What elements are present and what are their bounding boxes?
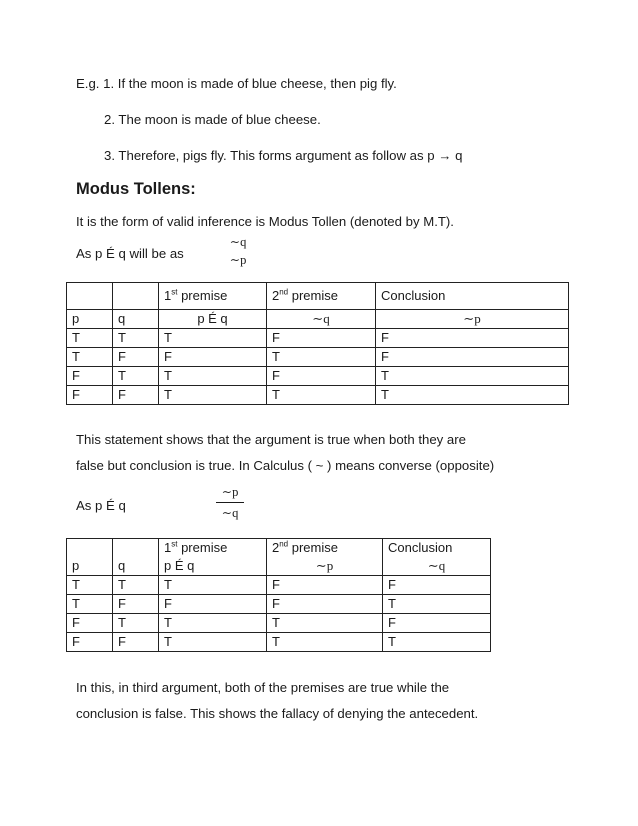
as-label-1: As p É q will be as <box>76 246 184 261</box>
conclusion-line-1: In this, in third argument, both of the premises are true while the <box>76 680 450 695</box>
table-cell: T <box>159 576 267 595</box>
table-cell: p É q <box>159 310 267 329</box>
fraction-2 <box>216 484 244 521</box>
table-cell: F <box>113 386 159 405</box>
table-cell: F <box>159 348 267 367</box>
table-cell: F <box>67 386 113 405</box>
table-row <box>67 367 569 386</box>
table-cell: F <box>383 576 491 595</box>
table-cell: F <box>376 348 569 367</box>
table-cell: T <box>383 595 491 614</box>
table-row <box>67 633 491 652</box>
fraction-2-denominator: ∼q <box>221 506 239 520</box>
table-cell: p <box>67 557 113 576</box>
table-cell: T <box>267 633 383 652</box>
table-row <box>67 614 491 633</box>
example-line-3: 3. Therefore, pigs fly. This forms argument as follow as p → q <box>104 148 463 163</box>
table-1-symbol-row <box>67 310 569 329</box>
intro-text: It is the form of valid inference is Modus Tollen (denoted by M.T). <box>76 214 454 229</box>
table-cell: F <box>113 633 159 652</box>
table-2-header-row <box>67 539 491 558</box>
table-cell: T <box>376 367 569 386</box>
table-cell: T <box>67 329 113 348</box>
table-row <box>67 386 569 405</box>
table-1-header-cell <box>67 283 113 310</box>
truth-table-1 <box>66 282 569 405</box>
table-cell: T <box>159 386 267 405</box>
table-cell: F <box>113 348 159 367</box>
fraction-1-denominator: ∼p <box>229 253 247 267</box>
table-cell: p É q <box>159 557 267 576</box>
table-cell: F <box>113 595 159 614</box>
table-2-header-cell <box>113 539 159 558</box>
table-cell: T <box>159 367 267 386</box>
table-1-header-premise-2: 2nd premise <box>267 283 376 310</box>
table-2-header-conclusion: Conclusion <box>383 539 491 558</box>
truth-table-2 <box>66 538 491 652</box>
table-cell: q <box>113 557 159 576</box>
example-line-1: E.g. 1. If the moon is made of blue cheese, then pig fly. <box>76 76 397 91</box>
table-cell: F <box>267 576 383 595</box>
table-cell: T <box>159 329 267 348</box>
table-1-header-conclusion: Conclusion <box>376 283 569 310</box>
table-cell: T <box>159 633 267 652</box>
example-line-2: 2. The moon is made of blue cheese. <box>104 112 321 127</box>
table-2-header-cell <box>67 539 113 558</box>
table-cell: ∼p <box>376 310 569 329</box>
explanation-line-1: This statement shows that the argument is true when both they are <box>76 432 466 447</box>
section-heading: Modus Tollens: <box>76 180 196 198</box>
table-cell: T <box>383 633 491 652</box>
table-cell: T <box>376 386 569 405</box>
table-row <box>67 348 569 367</box>
table-cell: T <box>267 348 376 367</box>
table-row <box>67 595 491 614</box>
conclusion-line-2: conclusion is false. This shows the fallacy of denying the antecedent. <box>76 706 479 721</box>
table-cell: F <box>67 367 113 386</box>
table-cell: ∼q <box>383 557 491 576</box>
table-cell: T <box>67 348 113 367</box>
table-1-header-premise-1: 1st premise <box>159 283 267 310</box>
table-2-header-premise-1: 1st premise <box>159 539 267 558</box>
table-1-header-cell <box>113 283 159 310</box>
table-cell: T <box>67 576 113 595</box>
table-cell: F <box>267 595 383 614</box>
table-cell: ∼q <box>267 310 376 329</box>
fraction-1 <box>224 234 252 268</box>
table-cell: F <box>67 633 113 652</box>
table-2-symbol-row <box>67 557 491 576</box>
table-cell: F <box>159 595 267 614</box>
table-cell: T <box>67 595 113 614</box>
table-cell: ∼p <box>267 557 383 576</box>
table-cell: T <box>113 367 159 386</box>
fraction-1-numerator: ∼q <box>229 235 247 249</box>
as-label-2: As p É q <box>76 498 126 513</box>
table-cell: T <box>113 614 159 633</box>
table-cell: p <box>67 310 113 329</box>
table-row <box>67 576 491 595</box>
table-cell: F <box>267 367 376 386</box>
explanation-line-2: false but conclusion is true. In Calculus ( ~ ) means converse (opposite) <box>76 458 495 473</box>
fraction-2-bar <box>216 502 244 503</box>
table-cell: T <box>159 614 267 633</box>
table-cell: T <box>113 329 159 348</box>
table-1-header-row <box>67 283 569 310</box>
table-cell: F <box>67 614 113 633</box>
table-cell: q <box>113 310 159 329</box>
table-cell: F <box>383 614 491 633</box>
table-cell: F <box>376 329 569 348</box>
table-2-header-premise-2: 2nd premise <box>267 539 383 558</box>
table-row <box>67 329 569 348</box>
table-cell: T <box>113 576 159 595</box>
table-cell: T <box>267 614 383 633</box>
fraction-2-numerator: ∼p <box>221 485 239 499</box>
table-cell: T <box>267 386 376 405</box>
table-cell: F <box>267 329 376 348</box>
